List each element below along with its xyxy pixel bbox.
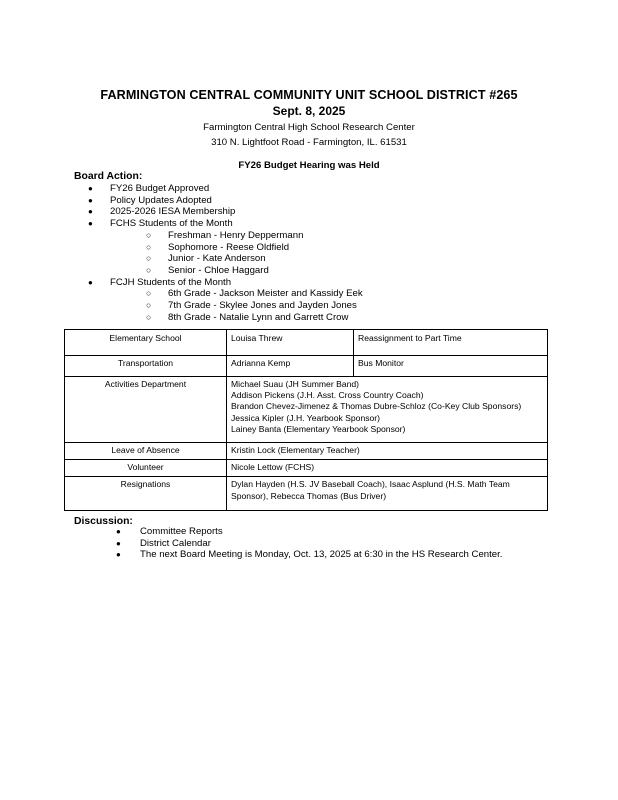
- bullet-icon: ●: [88, 195, 93, 205]
- discussion-label: Discussion:: [74, 516, 133, 527]
- bullet-icon: ●: [116, 538, 121, 548]
- circle-bullet-icon: ○: [146, 253, 152, 264]
- circle-bullet-icon: ○: [146, 300, 152, 311]
- fcjh-students-list: [110, 288, 363, 323]
- category-cell: Leave of Absence: [65, 443, 227, 460]
- table-row: [65, 477, 548, 510]
- table-row: [65, 443, 548, 460]
- personnel-table: [64, 329, 548, 511]
- circle-bullet-icon: ○: [146, 229, 152, 240]
- list-item: ● 2025-2026 IESA Membership: [88, 206, 236, 218]
- bullet-icon: ●: [88, 219, 93, 229]
- circle-bullet-icon: ○: [146, 288, 152, 299]
- detail-cell: Dylan Hayden (H.S. JV Baseball Coach), Isaac Asplund (H.S. Math Team Sponsor), Rebecca Thomas (Bus Driver): [227, 477, 548, 510]
- detail-line: Brandon Chevez-Jimenez & Thomas Dubre-Schloz (Co-Key Club Sponsors): [231, 401, 522, 412]
- meeting-address: 310 N. Lightfoot Road - Farmington, IL. 61531: [211, 137, 407, 148]
- detail-cell: [227, 377, 548, 443]
- list-item: ● FCHS Students of the Month ○ Freshman - Henry Deppermann ○ Sophomore - Reese Oldfield ○ Junior - Kate Anderson ○ Senior - Chloe Haggard: [86, 218, 363, 277]
- detail-line: Michael Suau (JH Summer Band): [231, 379, 359, 389]
- district-title: FARMINGTON CENTRAL COMMUNITY UNIT SCHOOL DISTRICT #265: [100, 88, 518, 102]
- list-item: ● Committee Reports: [116, 526, 223, 537]
- list-item: ● FY26 Budget Approved: [88, 183, 210, 194]
- bullet-icon: ●: [88, 207, 93, 217]
- sub-list-item: ○ 8th Grade - Natalie Lynn and Garrett Crow: [146, 311, 349, 323]
- name-cell: Louisa Threw: [227, 330, 354, 356]
- category-cell: Resignations: [65, 477, 227, 510]
- meeting-date: Sept. 8, 2025: [272, 104, 346, 118]
- bullet-icon: ●: [88, 277, 93, 287]
- sub-list-item: ○ Senior - Chloe Haggard: [146, 264, 269, 276]
- circle-bullet-icon: ○: [146, 241, 152, 252]
- sub-list-item: ○ Freshman - Henry Deppermann: [146, 229, 304, 241]
- bullet-icon: ●: [116, 550, 121, 560]
- sub-list-item: ○ Sophomore - Reese Oldfield: [146, 241, 290, 253]
- sub-list-item: ○ 7th Grade - Skylee Jones and Jayden Jones: [146, 300, 357, 312]
- category-cell: Elementary School: [65, 330, 227, 356]
- table-row: [65, 330, 548, 356]
- table-row: [65, 356, 548, 377]
- list-item: ● FCJH Students of the Month ○ 6th Grade - Jackson Meister and Kassidy Eek ○ 7th Grade - Skylee Jones and Jayden Jones ○ 8th Grade - Natalie Lynn and Garrett Crow: [88, 276, 363, 323]
- detail-cell: Nicole Lettow (FCHS): [227, 460, 548, 477]
- bullet-icon: ●: [116, 527, 121, 536]
- table-row: [65, 377, 548, 443]
- fchs-students-list: [110, 230, 363, 277]
- detail-line: Jessica Kipler (J.H. Yearbook Sponsor): [231, 412, 381, 423]
- list-item: ● District Calendar: [116, 537, 211, 549]
- bullet-icon: ●: [88, 184, 93, 193]
- sub-list-item: ○ 6th Grade - Jackson Meister and Kassidy Eek: [146, 288, 363, 300]
- discussion-list: [114, 526, 502, 561]
- meeting-location: Farmington Central High School Research Center: [203, 122, 415, 133]
- board-action-list: [86, 183, 363, 323]
- note-cell: Bus Monitor: [354, 356, 548, 377]
- hearing-heading: FY26 Budget Hearing was Held: [238, 160, 380, 171]
- name-cell: Adrianna Kemp: [227, 356, 354, 377]
- list-item: ● The next Board Meeting is Monday, Oct. 13, 2025 at 6:30 in the HS Research Center.: [116, 549, 503, 561]
- detail-line: Lainey Banta (Elementary Yearbook Sponsor): [231, 423, 406, 434]
- circle-bullet-icon: ○: [146, 264, 152, 275]
- note-cell: Reassignment to Part Time: [354, 330, 548, 356]
- sub-list-item: ○ Junior - Kate Anderson: [146, 253, 266, 265]
- detail-line: Addison Pickens (J.H. Asst. Cross Country Coach): [231, 390, 424, 401]
- detail-cell: Kristin Lock (Elementary Teacher): [227, 443, 548, 460]
- category-cell: Transportation: [65, 356, 227, 377]
- circle-bullet-icon: ○: [146, 311, 152, 322]
- board-action-label: Board Action:: [74, 171, 143, 182]
- table-row: [65, 460, 548, 477]
- category-cell: Activities Department: [65, 377, 227, 443]
- category-cell: Volunteer: [65, 460, 227, 477]
- list-item: ● Policy Updates Adopted: [88, 194, 212, 206]
